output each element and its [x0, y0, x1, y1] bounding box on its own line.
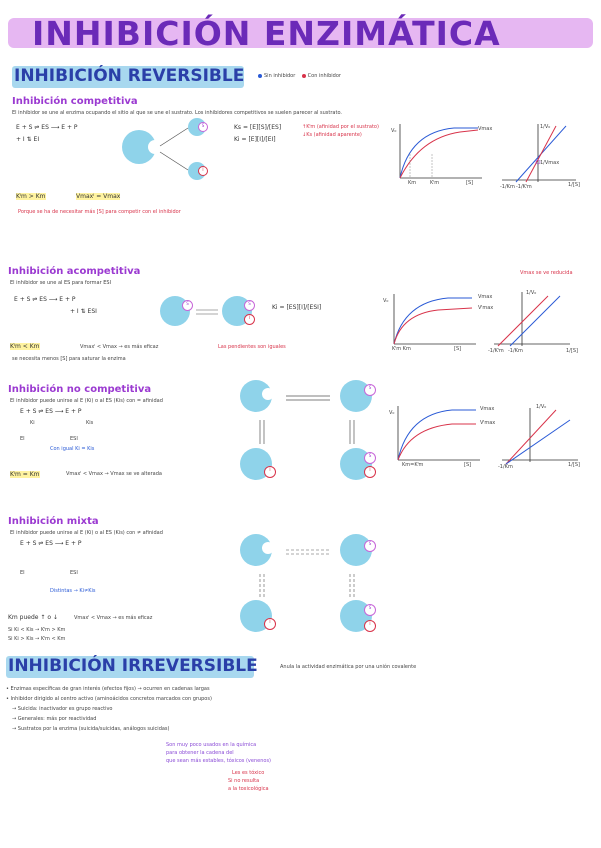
acompetitiva-eq: E + S ⇌ ES ⟶ E + P: [14, 296, 76, 303]
legend-label-b: Con inhibidor: [307, 73, 341, 79]
irreversible-b4: → Generales: más por reactividad: [12, 716, 97, 722]
mixta-km: Km puede ↑ o ↓: [8, 614, 58, 621]
irreversible-b1: • Enzimas específicas de gran interés (efectos fijos) → ocurren en cadenas largas: [6, 686, 210, 692]
acomp-inhibitor: I: [244, 314, 255, 325]
competitiva-g1-s: [S]: [466, 180, 474, 186]
acompetitiva-g2-a: -1/Kᴵm: [488, 348, 504, 354]
nocompetitiva-eq: E + S ⇌ ES ⟶ E + P: [20, 408, 82, 415]
competitiva-mm-graph: [394, 122, 484, 184]
legend: [258, 73, 341, 79]
acompetitiva-ki: Ki = [ES][I]/[ESI]: [272, 304, 322, 311]
competitiva-g2-a: -1/Km: [500, 184, 515, 190]
nocompetitiva-desc: El inhibidor puede unirse al E (Ki) o al ES (Kis) con = afinidad: [10, 398, 163, 404]
mixta-substrate-2: S: [364, 540, 376, 552]
irreversible-side: Anula la actividad enzimática por una unión covalente: [280, 664, 417, 670]
nocompetitiva-g1-s: [S]: [464, 462, 472, 468]
irreversible-b5: → Sustratos por la enzima (suicida/suicidas, análogos suicidas): [12, 726, 170, 732]
acompetitiva-vmax: Vmaxᴵ < Vmax → es más eficaz: [80, 344, 159, 350]
nocompetitiva-g2-v: 1/V₀: [536, 404, 547, 410]
nocompetitiva-g1-vmax: Vmax: [480, 406, 495, 412]
acompetitiva-g1-vmax: Vmax: [478, 294, 493, 300]
acomp-arrows: [194, 306, 220, 318]
mixta-ei: EI: [20, 570, 25, 576]
competitiva-ki: Ki = [E][I]/[EI]: [234, 136, 276, 143]
nocomp-arrows: [250, 392, 360, 448]
competitiva-note1: ↑Kᴵm (afinidad por el sustrato): [302, 124, 379, 130]
irreversible-b3: → Suicida: inactivador es grupo reactivo: [12, 706, 113, 712]
irreversible-r1: Les es tóxico: [232, 770, 265, 776]
legend-blue-dot: [258, 74, 262, 78]
acompetitiva-heading: Inhibición acompetitiva: [8, 266, 141, 277]
mixta-inhibitor-3: I: [264, 618, 276, 630]
page-title: INHIBICIÓN ENZIMÁTICA: [32, 14, 501, 53]
irreversible-n2: para obtener la cadena del: [166, 750, 234, 756]
acompetitiva-g1-v: V₀: [383, 298, 389, 304]
nocompetitiva-kis: Kis: [86, 420, 94, 426]
mixta-inhibitor-4: I: [364, 620, 376, 632]
acompetitiva-mm-graph: [388, 292, 478, 350]
acompetitiva-desc: El inhibidor se une al ES para formar ESI: [10, 280, 112, 286]
nocomp-inhibitor-3: I: [264, 466, 276, 478]
acompetitiva-side: Vmax se ve reducida: [520, 270, 573, 276]
irreversible-b2: • Inhibidor dirigido al centro activo (aminoácidos concretos marcados con grupos): [6, 696, 212, 702]
acompetitiva-g1-km: Kᴵm Km: [392, 346, 411, 352]
competitiva-lb-graph: [500, 122, 578, 188]
nocompetitiva-g1-v: V₀: [389, 410, 395, 416]
reversible-heading: INHIBICIÓN REVERSIBLE: [14, 66, 245, 86]
competitiva-bottom: Porque se ha de necesitar más [S] para competir con el inhibidor: [18, 209, 181, 215]
nocompetitiva-lb-graph: [500, 406, 580, 468]
competitiva-eq: E + S ⇌ ES ⟶ E + P: [16, 124, 78, 131]
competitiva-vmax: Vmaxᴵ = Vmax: [76, 193, 121, 200]
nocompetitiva-g2-a: -1/Km: [498, 464, 513, 470]
acomp-substrate-2: S: [244, 300, 255, 311]
irreversible-n3: que sean más estables, tóxicos (venenos): [166, 758, 271, 764]
nocompetitiva-esi: ESI: [70, 436, 78, 442]
legend-label-a: Sin inhibidor: [264, 73, 296, 79]
acompetitiva-eq-inhib: + I ⇅ ESI: [70, 308, 97, 315]
competitiva-note2: ↓Ks (afinidad aparente): [302, 132, 362, 138]
nocompetitiva-ki: Ki: [30, 420, 35, 426]
mixta-l1: Si Ki < Kis → Kᴵm > Km: [8, 627, 66, 633]
nocomp-inhibitor-4: I: [364, 466, 376, 478]
competitiva-km: Kᴵm > Km: [16, 193, 46, 200]
competitiva-g2-c: 1/Vmax: [540, 160, 560, 166]
mixta-note: Distintas → Ki≠Kis: [50, 588, 96, 594]
competitiva-ks: Ks = [E][S]/[ES]: [234, 124, 282, 131]
competitiva-g2-s: 1/[S]: [568, 182, 580, 188]
nocomp-substrate-4: S: [364, 452, 376, 464]
nocompetitiva-mm-graph: [392, 404, 482, 466]
mixta-desc: El inhibidor puede unirse al E (Ki) o al ES (Kis) con ≠ afinidad: [10, 530, 163, 536]
acompetitiva-lb-graph: [492, 290, 572, 352]
acompetitiva-g1-vmaxi: Vᴵmax: [478, 305, 494, 311]
nocompetitiva-g2-s: 1/[S]: [568, 462, 580, 468]
irreversible-heading: INHIBICIÓN IRREVERSIBLE: [8, 656, 258, 676]
mixta-substrate-4: S: [364, 604, 376, 616]
acompetitiva-g2-s: 1/[S]: [566, 348, 578, 354]
irreversible-r3: a la toxicológica: [228, 786, 269, 792]
competitiva-g1-kmi: Kᴵm: [430, 180, 440, 186]
competitiva-eq-inhib: + I ⇅ EI: [16, 136, 40, 143]
acompetitiva-note: Las pendientes son iguales: [218, 344, 286, 350]
mixta-vmax: Vmaxᴵ < Vmax → es más eficaz: [74, 615, 153, 621]
acompetitiva-bottom: se necesita menos [S] para saturar la enzima: [12, 356, 126, 362]
competitiva-arrows: [158, 120, 192, 178]
competitiva-heading: Inhibición competitiva: [12, 96, 138, 107]
competitiva-g1-vmax: Vmax: [478, 126, 493, 132]
nocompetitiva-heading: Inhibición no competitiva: [8, 384, 152, 395]
acompetitiva-km: Kᴵm < Km: [10, 343, 40, 350]
competitiva-g1-v: V₀: [391, 128, 397, 134]
competitiva-g2-v: 1/V₀: [540, 124, 551, 130]
competitiva-g1-km: Km: [408, 180, 417, 186]
acompetitiva-g1-s: [S]: [454, 346, 462, 352]
acomp-substrate-1: S: [182, 300, 193, 311]
acompetitiva-g2-v: 1/V₀: [526, 290, 537, 296]
irreversible-r2: Si no resulta: [228, 778, 260, 784]
irreversible-n1: Son muy poco usados en la química: [166, 742, 257, 748]
acompetitiva-g2-b: -1/Km: [508, 348, 523, 354]
legend-red-dot: [302, 74, 306, 78]
mixta-l2: Si Ki > Kis → Kᴵm < Km: [8, 636, 66, 642]
nocompetitiva-ei: EI: [20, 436, 25, 442]
nocompetitiva-km: Kᴵm = Km: [10, 471, 40, 478]
competitiva-desc: El inhibidor se une al enzima ocupando el sitio al que se une el sustrato. Los inhibidores competitivos se suelen parecer al sustrato.: [12, 110, 343, 116]
inhibitor-mark: I: [198, 166, 208, 176]
nocomp-substrate-2: S: [364, 384, 376, 396]
nocompetitiva-g1-km: Km=Kᴵm: [402, 462, 424, 468]
nocompetitiva-g1-vmaxi: Vᴵmax: [480, 420, 496, 426]
mixta-esi: ESI: [70, 570, 78, 576]
nocompetitiva-note: Con igual Ki = Kis: [50, 446, 95, 452]
page-title-banner: [8, 8, 593, 52]
substrate-mark: S: [198, 122, 208, 132]
mixta-heading: Inhibición mixta: [8, 516, 99, 527]
mixta-arrows: [250, 546, 360, 602]
mixta-eq: E + S ⇌ ES ⟶ E + P: [20, 540, 82, 547]
nocompetitiva-vmax: Vmaxᴵ < Vmax → Vmax se ve alterada: [66, 471, 162, 477]
competitiva-g2-b: -1/Kᴵm: [516, 184, 532, 190]
